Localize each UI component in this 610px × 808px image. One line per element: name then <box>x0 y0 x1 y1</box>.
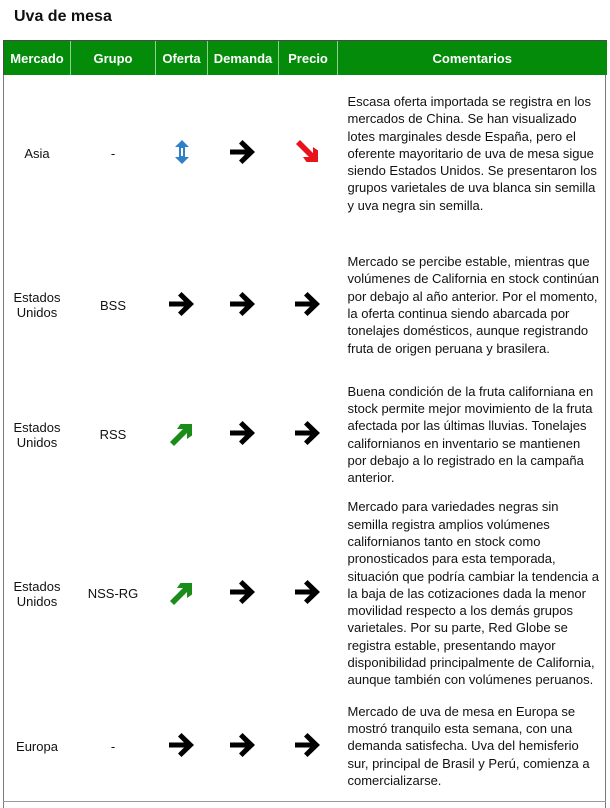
right-arrow-icon <box>167 730 197 760</box>
table-row <box>4 378 607 491</box>
cell-comentario: Mercado se percibe estable, mientras que volúmenes de California en stock continúan por debajo al año anterior. Por el momento, la oferta continua siendo abarcada por tonelajes domésticos, aunque registrando fruta de origen peruana y brasilera. <box>347 254 599 356</box>
cell-oferta <box>156 491 208 696</box>
cell-mercado: Asia <box>24 146 50 161</box>
cell-grupo: - <box>110 738 116 754</box>
header-oferta: Oferta <box>156 41 208 76</box>
header-grupo: Grupo <box>71 41 156 76</box>
right-arrow-icon <box>228 289 258 319</box>
table-row <box>4 75 607 232</box>
cell-demanda <box>208 696 279 796</box>
header-comentarios: Comentarios <box>338 41 607 76</box>
cell-grupo: - <box>110 146 116 161</box>
up-down-arrow-icon <box>167 137 197 167</box>
table-row <box>4 696 607 796</box>
cell-grupo: RSS <box>99 427 127 442</box>
cell-comentario: Buena condición de la fruta californiana en stock permite mejor movimiento de la fruta afectada por las últimas lluvias. Tonelajes californianos en inventario se mantienen por debajo a lo registrado en la campaña anterior. <box>347 383 594 486</box>
cell-precio <box>279 378 338 491</box>
cell-demanda <box>208 491 279 696</box>
cell-precio <box>279 75 338 232</box>
cell-mercado: Estados Unidos <box>13 578 61 609</box>
cell-demanda <box>208 378 279 491</box>
right-arrow-icon <box>293 418 323 448</box>
right-arrow-icon <box>167 289 197 319</box>
right-arrow-icon <box>228 730 258 760</box>
cell-oferta <box>156 232 208 378</box>
right-arrow-icon <box>228 418 258 448</box>
table-row <box>4 491 607 696</box>
up-right-arrow-icon <box>167 418 197 448</box>
cell-grupo: NSS-RG <box>87 586 139 601</box>
cell-oferta <box>156 75 208 232</box>
cell-mercado: Estados Unidos <box>13 419 61 450</box>
cell-mercado: Estados Unidos <box>13 290 61 320</box>
cell-precio <box>279 491 338 696</box>
table-row <box>4 232 607 378</box>
header-demanda: Demanda <box>208 41 279 76</box>
cell-precio <box>279 232 338 378</box>
header-precio: Precio <box>279 41 338 76</box>
cell-precio <box>279 696 338 796</box>
page-title: Uva de mesa <box>14 8 112 25</box>
cell-demanda <box>208 232 279 378</box>
cell-comentario: Mercado de uva de mesa en Europa se mostró tranquilo esta semana, con una demanda satisfecha. Uva del hemisferio sur, principal de Brasil y Perú, comienza a comercializarse. <box>347 703 590 788</box>
right-arrow-icon <box>228 137 258 167</box>
right-arrow-icon <box>228 577 258 607</box>
right-arrow-icon <box>293 730 323 760</box>
cell-demanda <box>208 75 279 232</box>
cell-oferta <box>156 378 208 491</box>
cell-mercado: Europa <box>16 738 58 754</box>
down-right-arrow-icon <box>293 137 323 167</box>
cell-comentario: Mercado para variedades negras sin semilla registra amplios volúmenes californianos tanto en stock como pronosticados para esta temporada, situación que podría cambiar la tendencia a la baja de las cotizaciones dada la menor movilidad respecto a los demás grupos varietales. Por su parte, Red Globe se registra estable, presentando mayor disponibilidad principalmente de California, aunque también con volúmenes peruanos. <box>347 499 599 688</box>
market-table <box>3 40 607 796</box>
right-arrow-icon <box>293 289 323 319</box>
cell-comentario: Escasa oferta importada se registra en los mercados de China. Se han visualizado lotes marginales desde España, pero el oferente mayoritario de uva de mesa sigue siendo Estados Unidos. Se presentaron los grupos varietales de uva blanca sin semilla y uva negra sin semilla. <box>347 93 597 213</box>
header-mercado: Mercado <box>4 41 71 76</box>
up-right-arrow-icon <box>167 577 197 607</box>
right-arrow-icon <box>293 577 323 607</box>
cell-oferta <box>156 696 208 796</box>
table-header-row <box>4 41 607 76</box>
table-bottom-rule <box>3 801 606 802</box>
cell-grupo: BSS <box>99 297 126 313</box>
